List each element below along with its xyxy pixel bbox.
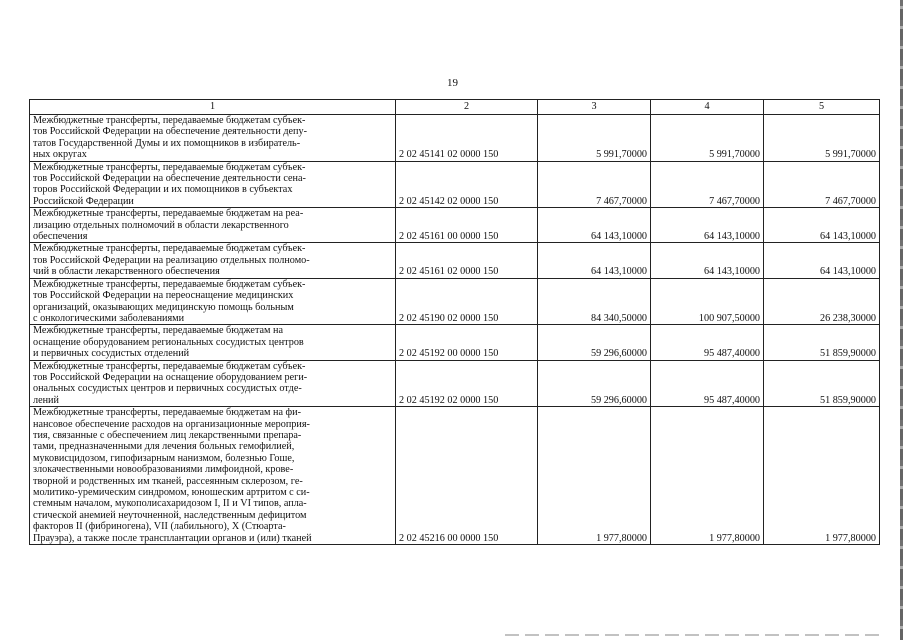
column-header-4: 4 bbox=[651, 100, 764, 115]
description-line: тов Российской Федерации на оснащение оборудованием реги- bbox=[33, 371, 308, 383]
row-description bbox=[30, 115, 396, 162]
value-col-5: 64 143,10000 bbox=[764, 208, 880, 243]
value-col-3: 64 143,10000 bbox=[538, 243, 651, 278]
row-description bbox=[30, 208, 396, 243]
value-col-4: 5 991,70000 bbox=[651, 115, 764, 162]
value-col-3: 59 296,60000 bbox=[538, 325, 651, 360]
row-description bbox=[30, 407, 396, 545]
value-col-4: 95 487,40000 bbox=[651, 325, 764, 360]
column-header-2: 2 bbox=[396, 100, 538, 115]
table-row bbox=[30, 208, 880, 243]
table-row bbox=[30, 115, 880, 162]
description-line: ональных сосудистых центров и первичных сосудистых отде- bbox=[33, 383, 302, 395]
value-col-5: 5 991,70000 bbox=[764, 115, 880, 162]
budget-classification-code: 2 02 45161 00 0000 150 bbox=[396, 208, 538, 243]
description-line: Межбюджетные трансферты, передаваемые бюджетам на реа- bbox=[33, 208, 304, 220]
table-row bbox=[30, 407, 880, 545]
value-col-5: 26 238,30000 bbox=[764, 278, 880, 325]
value-col-5: 51 859,90000 bbox=[764, 325, 880, 360]
description-line: с онкологическими заболеваниями bbox=[33, 312, 185, 324]
row-description bbox=[30, 325, 396, 360]
row-description bbox=[30, 278, 396, 325]
description-line: Межбюджетные трансферты, передаваемые бюджетам субъек- bbox=[33, 161, 306, 173]
description-line: Межбюджетные трансферты, передаваемые бюджетам субъек- bbox=[33, 278, 306, 290]
value-col-4: 95 487,40000 bbox=[651, 360, 764, 407]
value-col-3: 1 977,80000 bbox=[538, 407, 651, 545]
description-line: муковисцидозом, гипофизарным нанизмом, болезнью Гоше, bbox=[33, 452, 295, 464]
header-row bbox=[30, 100, 880, 115]
table-row bbox=[30, 325, 880, 360]
description-line: тия, связанные с обеспечением лиц лекарственными препара- bbox=[33, 429, 302, 441]
budget-classification-code: 2 02 45190 02 0000 150 bbox=[396, 278, 538, 325]
value-col-5: 1 977,80000 bbox=[764, 407, 880, 545]
description-line: организаций, оказывающих медицинскую помощь больным bbox=[33, 301, 294, 313]
description-line: молитико-уремическим синдромом, юношеским артритом с си- bbox=[33, 487, 310, 498]
description-line: торов Российской Федерации и их помощников в субъектах bbox=[33, 184, 293, 196]
description-line: нансовое обеспечение расходов на организационные мероприя- bbox=[33, 418, 310, 430]
value-col-5: 64 143,10000 bbox=[764, 243, 880, 278]
description-line: Межбюджетные трансферты, передаваемые бюджетам на фи- bbox=[33, 407, 301, 419]
budget-classification-code: 2 02 45142 02 0000 150 bbox=[396, 161, 538, 208]
value-col-5: 7 467,70000 bbox=[764, 161, 880, 208]
description-line: Российской Федерации bbox=[33, 195, 134, 207]
page-number: 19 bbox=[447, 77, 458, 89]
scan-smudge-decoration bbox=[505, 634, 885, 636]
description-line: стемным началом, мукополисахаридозом I, II и VI типов, апла- bbox=[33, 498, 307, 510]
description-line: тов Российской Федерации на обеспечение деятельности депу- bbox=[33, 126, 307, 138]
column-header-3: 3 bbox=[538, 100, 651, 115]
description-line: злокачественными новообразованиями лимфоидной, крове- bbox=[33, 464, 294, 476]
description-line: тов Российской Федерации на обеспечение деятельности сена- bbox=[33, 173, 306, 185]
value-col-5: 51 859,90000 bbox=[764, 360, 880, 407]
budget-table bbox=[29, 99, 880, 545]
budget-classification-code: 2 02 45141 02 0000 150 bbox=[396, 115, 538, 162]
value-col-3: 5 991,70000 bbox=[538, 115, 651, 162]
description-line: Межбюджетные трансферты, передаваемые бюджетам на bbox=[33, 325, 284, 337]
description-line: ных округах bbox=[33, 149, 87, 161]
value-col-4: 64 143,10000 bbox=[651, 243, 764, 278]
budget-classification-code: 2 02 45192 00 0000 150 bbox=[396, 325, 538, 360]
row-description bbox=[30, 161, 396, 208]
table-row bbox=[30, 278, 880, 325]
description-line: тов Российской Федерации на переоснащение медицинских bbox=[33, 290, 294, 302]
description-line: стической анемией неуточненной, наследственным дефицитом bbox=[33, 509, 307, 521]
table-row bbox=[30, 161, 880, 208]
value-col-3: 7 467,70000 bbox=[538, 161, 651, 208]
description-line: обеспечения bbox=[33, 231, 88, 243]
description-line: факторов II (фибриногена), VII (лабильного), X (Стюарта- bbox=[33, 521, 286, 533]
value-col-3: 59 296,60000 bbox=[538, 360, 651, 407]
scan-edge-decoration bbox=[900, 0, 903, 640]
budget-classification-code: 2 02 45161 02 0000 150 bbox=[396, 243, 538, 278]
description-line: Межбюджетные трансферты, передаваемые бюджетам субъек- bbox=[33, 115, 306, 126]
description-line: Прауэра), а также после трансплантации органов и (или) тканей bbox=[33, 532, 312, 544]
row-description bbox=[30, 360, 396, 407]
row-description bbox=[30, 243, 396, 278]
description-line: Межбюджетные трансферты, передаваемые бюджетам субъек- bbox=[33, 360, 306, 372]
value-col-4: 7 467,70000 bbox=[651, 161, 764, 208]
description-line: творной и родственных им тканей, рассеянным склерозом, ге- bbox=[33, 475, 303, 487]
budget-classification-code: 2 02 45216 00 0000 150 bbox=[396, 407, 538, 545]
description-line: тами, предназначенными для лечения больных гемофилией, bbox=[33, 441, 295, 453]
table-row bbox=[30, 360, 880, 407]
value-col-4: 64 143,10000 bbox=[651, 208, 764, 243]
description-line: Межбюджетные трансферты, передаваемые бюджетам субъек- bbox=[33, 243, 306, 255]
description-line: чий в области лекарственного обеспечения bbox=[33, 266, 220, 278]
value-col-3: 84 340,50000 bbox=[538, 278, 651, 325]
value-col-4: 1 977,80000 bbox=[651, 407, 764, 545]
value-col-4: 100 907,50000 bbox=[651, 278, 764, 325]
description-line: лений bbox=[33, 394, 59, 406]
description-line: и первичных сосудистых отделений bbox=[33, 348, 190, 360]
description-line: татов Государственной Думы и их помощников в избиратель- bbox=[33, 137, 301, 149]
value-col-3: 64 143,10000 bbox=[538, 208, 651, 243]
column-header-5: 5 bbox=[764, 100, 880, 115]
description-line: лизацию отдельных полномочий в области лекарственного bbox=[33, 219, 289, 231]
column-header-1: 1 bbox=[30, 100, 396, 115]
table-row bbox=[30, 243, 880, 278]
description-line: тов Российской Федерации на реализацию отдельных полномо- bbox=[33, 254, 310, 266]
description-line: оснащение оборудованием региональных сосудистых центров bbox=[33, 336, 304, 348]
budget-classification-code: 2 02 45192 02 0000 150 bbox=[396, 360, 538, 407]
